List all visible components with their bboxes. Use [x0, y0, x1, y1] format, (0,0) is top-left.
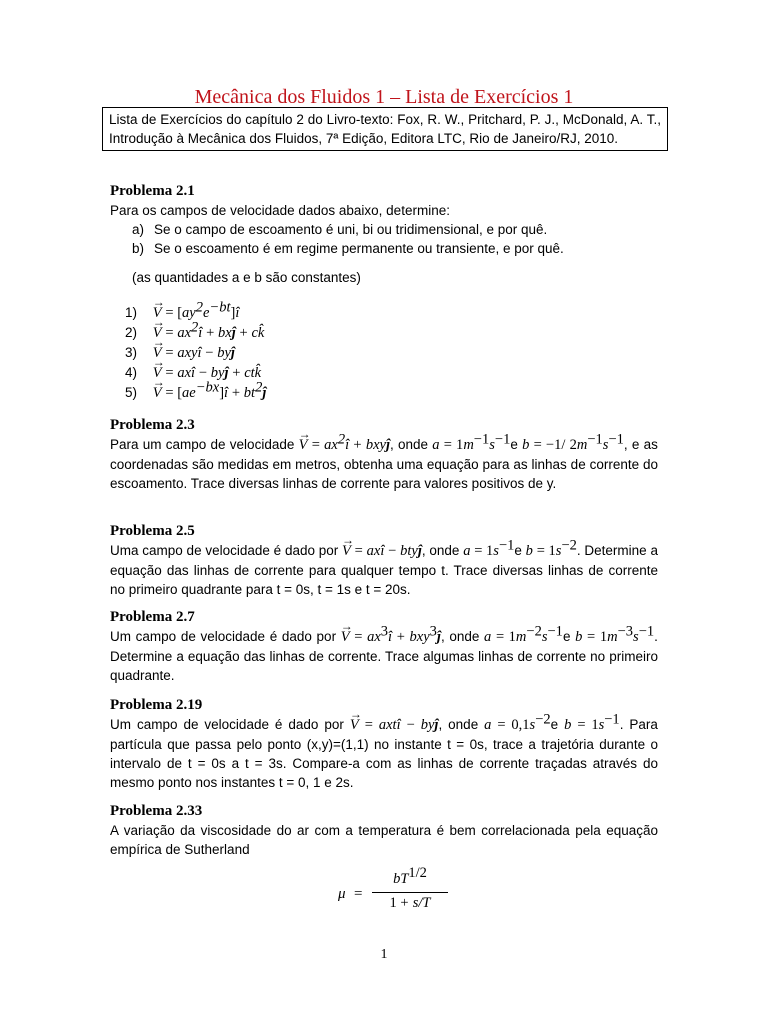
constants-note: (as quantidades a e b são constantes) [132, 270, 361, 285]
equation-number: 2) [125, 325, 138, 340]
problem-heading: Problema 2.19 [110, 697, 203, 713]
equation-1: $1) \to V = [ay^2e^{-bt}]î$ [125, 303, 239, 323]
problem-heading: Problema 2.1 [110, 183, 195, 199]
problem-2-33 [110, 802, 658, 859]
problem-2-7 [110, 608, 658, 685]
problem-text: A variação da viscosidade do ar com a temperatura é bem correlacionada pela equação empírica de Sutherland [110, 823, 658, 857]
problem-text: Um campo de velocidade é dado por → V = axtî − byĵ, onde $a = 0,1s^{-2}e$ $b = 1s^{-1}$. Para partícula que passa pelo ponto (x,y)=(1,1) no instante t = 0s, trace a trajetória durante o intervalo de t = 0s a t = 3s. Compare-a com as linhas de corrente traçadas através do mesmo ponto nos instantes t = 0, 1 e 2s. [110, 715, 658, 792]
equation-number: 3) [125, 345, 138, 360]
list-item-b [132, 239, 564, 258]
list-text: Se o escoamento é em regime permanente ou transiente, e por quê. [154, 241, 564, 256]
problem-2-3 [110, 416, 658, 493]
equation-number: 4) [125, 365, 138, 380]
equation-5: $5) \to V = [ae^{-bx}]î$ + $bt^2ĵ$ [125, 383, 266, 403]
problem-text: Uma campo de velocidade é dado por → V = axî − btyĵ, onde $a = 1s^{-1}e$ $b = 1s^{-2}$. Determine a equação das linhas de corrente para qualquer tempo t. Trace diversas linhas de corrente no primeiro quadrante para t = 0s, t = 1s e t = 20s. [110, 541, 658, 599]
problem-heading: Problema 2.33 [110, 803, 203, 819]
list-label: b) [132, 241, 145, 256]
reference-box: Lista de Exercícios do capítulo 2 do Livro-texto: Fox, R. W., Pritchard, P. J., McDonald, A. T., Introdução à Mecânica dos Fluidos, 7ª Edição, Editora LTC, Rio de Janeiro/RJ, 2010. [102, 107, 668, 151]
problem-text: Para um campo de velocidade → $V = ax^2î$ + bxyĵ, onde $a = 1m^{-1}s^{-1}e$ b = −1/ $2m^{-1}s^{-1}$, e as coordenadas são medidas em metros, obtenha uma equação para as linhas de corrente do escoamento. Trace diversas linhas de corrente para valores positivos de y. [110, 435, 658, 493]
equation-4: 4) → V = axî − byĵ + ctk̂ [125, 363, 261, 383]
list-text: Se o campo de escoamento é uni, bi ou tridimensional, e por quê. [154, 222, 548, 237]
problem-intro: Para os campos de velocidade dados abaixo, determine: [110, 203, 450, 218]
list-item-a [132, 220, 548, 239]
document-page: Mecânica dos Fluidos 1 – Lista de Exercícios 1 Lista de Exercícios do capítulo 2 do Livro-texto: Fox, R. W., Pritchard, P. J., McDonald, A. T., Introdução à Mecânica dos Fluidos, 7ª Edição, Editora LTC, Rio de Janeiro/RJ, 2010. Problema 2.1 Para os campos de velocidade dados abaixo, determine: a) Se o campo de escoamento é uni, bi ou tridimensional, e por quê. b) Se o escoamento é em regime permanente ou transiente, e por quê. (as quantidades a e b são constantes) $1) \to V = [ay^2e^{-bt}]î$ $2) \to V = ax^2î$ + bxĵ + ck̂ 3) → V = axyî − byĵ 4) → V = axî − byĵ + ctk̂ $5) \to V = [ae^{-bx}]î$ + $bt^2ĵ$ Problema 2.3 Para um campo de velocidade → $V = ax^2î$ + bxyĵ, onde $a = 1m^{-1}s^{-1}e$ b = −1/ $2m^{-1}s^{-1}$, e as coordenadas são medidas em metros, obtenha uma equação para as linhas de corrente do escoamento. Trace diversas linhas de corrente para valores positivos de y. Problema 2.5 Uma campo de velocidade é dado por → V = axî − btyĵ, onde $a = 1s^{-1}e$ $b = 1s^{-2}$. Determine a equação das linhas de corrente para qualquer tempo t. Trace diversas linhas de corrente no primeiro quadrante para t = 0s, t = 1s e t = 20s. Problema 2.7 Um campo de velocidade é dado por → $V = ax^3î$ + bxy$^3$ĵ, onde $a = 1m^{-2}s^{-1}e$ $b = 1m^{-3}s^{-1}$. Determine a equação das linhas de corrente. Trace algumas linhas de corrente no primeiro quadrante. Problema 2.19 Um campo de velocidade é dado por → V = axtî − byĵ, onde $a = 0,1s^{-2}e$ $b = 1s^{-1}$. Para partícula que passa pelo ponto (x,y)=(1,1) no instante t = 0s, trace a trajetória durante o intervalo de t = 0s a t = 3s. Compare-a com as linhas de corrente traçadas através do mesmo ponto nos instantes t = 0, 1 e 2s. Problema 2.33 A variação da viscosidade do ar com a temperatura é bem correlacionada pela equação empírica de Sutherland μ = $bT^{1/2}$ 1 + s/T 1 [0, 0, 768, 1024]
equation-number: 5) [125, 385, 138, 400]
page-number: 1 [380, 947, 388, 962]
equation-number: 1) [125, 305, 138, 320]
page-title: Mecânica dos Fluidos 1 – Lista de Exercícios 1 [194, 86, 574, 108]
equation-3: 3) → V = axyî − byĵ [125, 343, 235, 363]
problem-2-5 [110, 522, 658, 599]
list-label: a) [132, 222, 145, 237]
equation-2: $2) \to V = ax^2î$ + bxĵ + ck̂ [125, 323, 264, 343]
problem-2-19 [110, 696, 658, 792]
problem-text: Um campo de velocidade é dado por → $V = ax^3î$ + bxy$^3$ĵ, onde $a = 1m^{-2}s^{-1}e$ $b = 1m^{-3}s^{-1}$. Determine a equação das linhas de corrente. Trace algumas linhas de corrente no primeiro quadrante. [110, 627, 658, 685]
problem-heading: Problema 2.3 [110, 417, 195, 433]
problem-heading: Problema 2.5 [110, 523, 195, 539]
problem-2-1 [110, 182, 658, 220]
problem-heading: Problema 2.7 [110, 609, 195, 625]
